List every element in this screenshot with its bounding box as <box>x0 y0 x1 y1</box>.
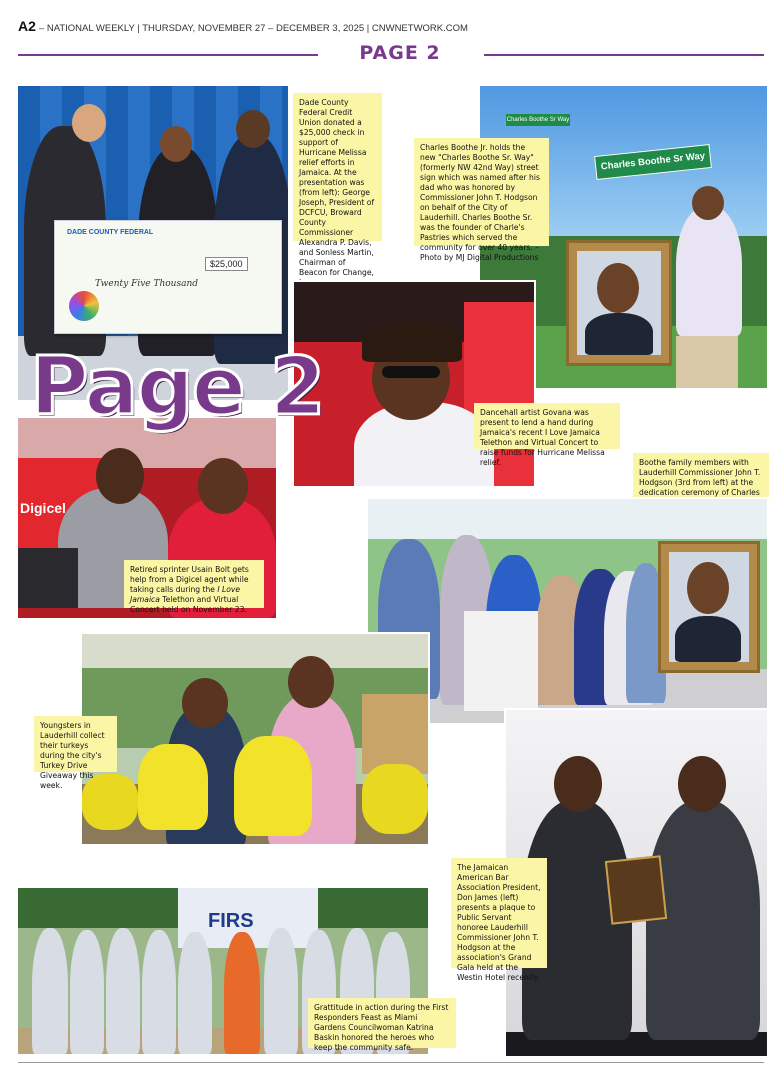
face <box>554 756 602 812</box>
face <box>692 186 724 220</box>
digicel-logo: Digicel <box>20 500 66 516</box>
beacon-logo-icon <box>69 291 99 321</box>
face <box>160 126 192 162</box>
face <box>198 458 248 514</box>
tent-canopy <box>368 499 767 539</box>
caption-jaba: The Jamaican American Bar Association President, Don James (left) presents a plaque to Public Servant honoree Lauderhill Commissioner John T. Hodgson at the association's Grand Gala held at the Westin Hotel recently. <box>451 858 547 968</box>
caption-usain-bolt <box>124 560 264 615</box>
portrait-frame-2 <box>658 541 760 673</box>
person-responder <box>178 932 212 1054</box>
folio-line: – NATIONAL WEEKLY | THURSDAY, NOVEMBER 27 – DECEMBER 3, 2025 | CNWNETWORK.COM <box>38 23 468 34</box>
trousers <box>676 336 738 390</box>
big-check <box>54 220 282 334</box>
locs <box>362 322 462 362</box>
turkey-bag <box>138 744 208 830</box>
caption-youngsters: Youngsters in Lauderhill collect their turkeys during the city's Turkey Drive Giveaway this week. <box>34 716 117 772</box>
person-charles-boothe-jr <box>676 206 742 336</box>
check-bank: DADE COUNTY FEDERAL <box>67 229 154 236</box>
header-rule-left <box>18 54 318 56</box>
caption-bolt-text-end: Telethon and Virtual Concert held on November 23. <box>130 595 247 615</box>
face <box>96 448 144 504</box>
caption-bolt-text: Retired sprinter Usain Bolt gets help from a Digicel agent while taking calls during the <box>130 565 249 595</box>
person-john-hodgson-2 <box>646 800 760 1040</box>
page-headline: PAGE 2 <box>359 42 441 64</box>
header-rule-right <box>484 54 764 56</box>
face <box>72 104 106 142</box>
turkey-bag <box>234 736 312 836</box>
laptop <box>18 548 78 608</box>
page-number: A2 <box>18 18 36 34</box>
check-words: Twenty Five Thousand <box>95 279 199 289</box>
face <box>288 656 334 708</box>
face <box>678 756 726 812</box>
boxes <box>362 694 428 774</box>
caption-dcfcu: Dade County Federal Credit Union donated a $25,000 check in support of Hurricane Melissa relief efforts in Jamaica. At the presentation was (from left): George Joseph, President of DCFCU, Broward County Commissioner Alexandra P. Davis, and Sonless Martin, Chairman of Beacon for Change, <box>293 93 382 241</box>
check-amount: $25,000 <box>205 257 248 271</box>
portrait-face <box>687 562 729 614</box>
turkey-bag <box>362 764 428 834</box>
portrait-suit <box>675 616 741 662</box>
person-responder <box>106 928 140 1054</box>
caption-govana: Dancehall artist Govana was present to lend a hand during Jamaica's recent I Love Jamaica Telethon and Virtual Concert to raise funds for Hurricane Melissa relief. <box>474 403 620 449</box>
caption-first-responders: Grattitude in action during the First Responders Feast as Miami Gardens Councilwoman Katrina Baskin honored the heroes who keep the community safe. <box>308 998 456 1048</box>
caption-boothe-family: Boothe family members with Lauderhill Commissioner John T. Hodgson (3rd from left) at the dedication ceremony of Charles <box>633 453 769 519</box>
sunglasses <box>382 366 440 378</box>
person-responder <box>70 930 104 1054</box>
bottom-rule <box>18 1062 764 1063</box>
photo-youngsters-turkeys <box>80 632 430 846</box>
small-street-sign: Charles Boothe Sr Way <box>506 114 570 126</box>
portrait-suit <box>585 313 653 355</box>
person-responder <box>32 928 68 1054</box>
canopy <box>82 634 428 668</box>
street-sign: Charles Boothe Sr Way <box>594 144 712 180</box>
plaque <box>605 855 667 925</box>
caption-boothe-sign: Charles Boothe Jr. holds the new "Charles Boothe Sr. Way" (formerly NW 42nd Way) street sign which was named after his dad who was honored by Commissioner John T. Hodgson on behalf of the City of Lauderhill. Charles Boothe Sr. was the founder of Charle's Pastries which served the community for over 40 years. – Photo by MJ Digital Productions <box>414 138 549 246</box>
portrait-face <box>597 263 639 313</box>
caption-bolt-italic: I Love Jamaica <box>130 585 241 605</box>
banner-text: FIRS <box>208 910 254 932</box>
person-responder <box>264 928 298 1054</box>
person-responder <box>142 930 176 1054</box>
person-katrina-baskin <box>224 932 260 1054</box>
podium <box>464 611 538 711</box>
turkey-bag <box>82 774 138 830</box>
face <box>236 110 270 148</box>
folio <box>18 18 468 34</box>
face <box>182 678 228 728</box>
portrait-frame <box>566 240 672 366</box>
big-page-word: Page 2 <box>30 340 324 433</box>
